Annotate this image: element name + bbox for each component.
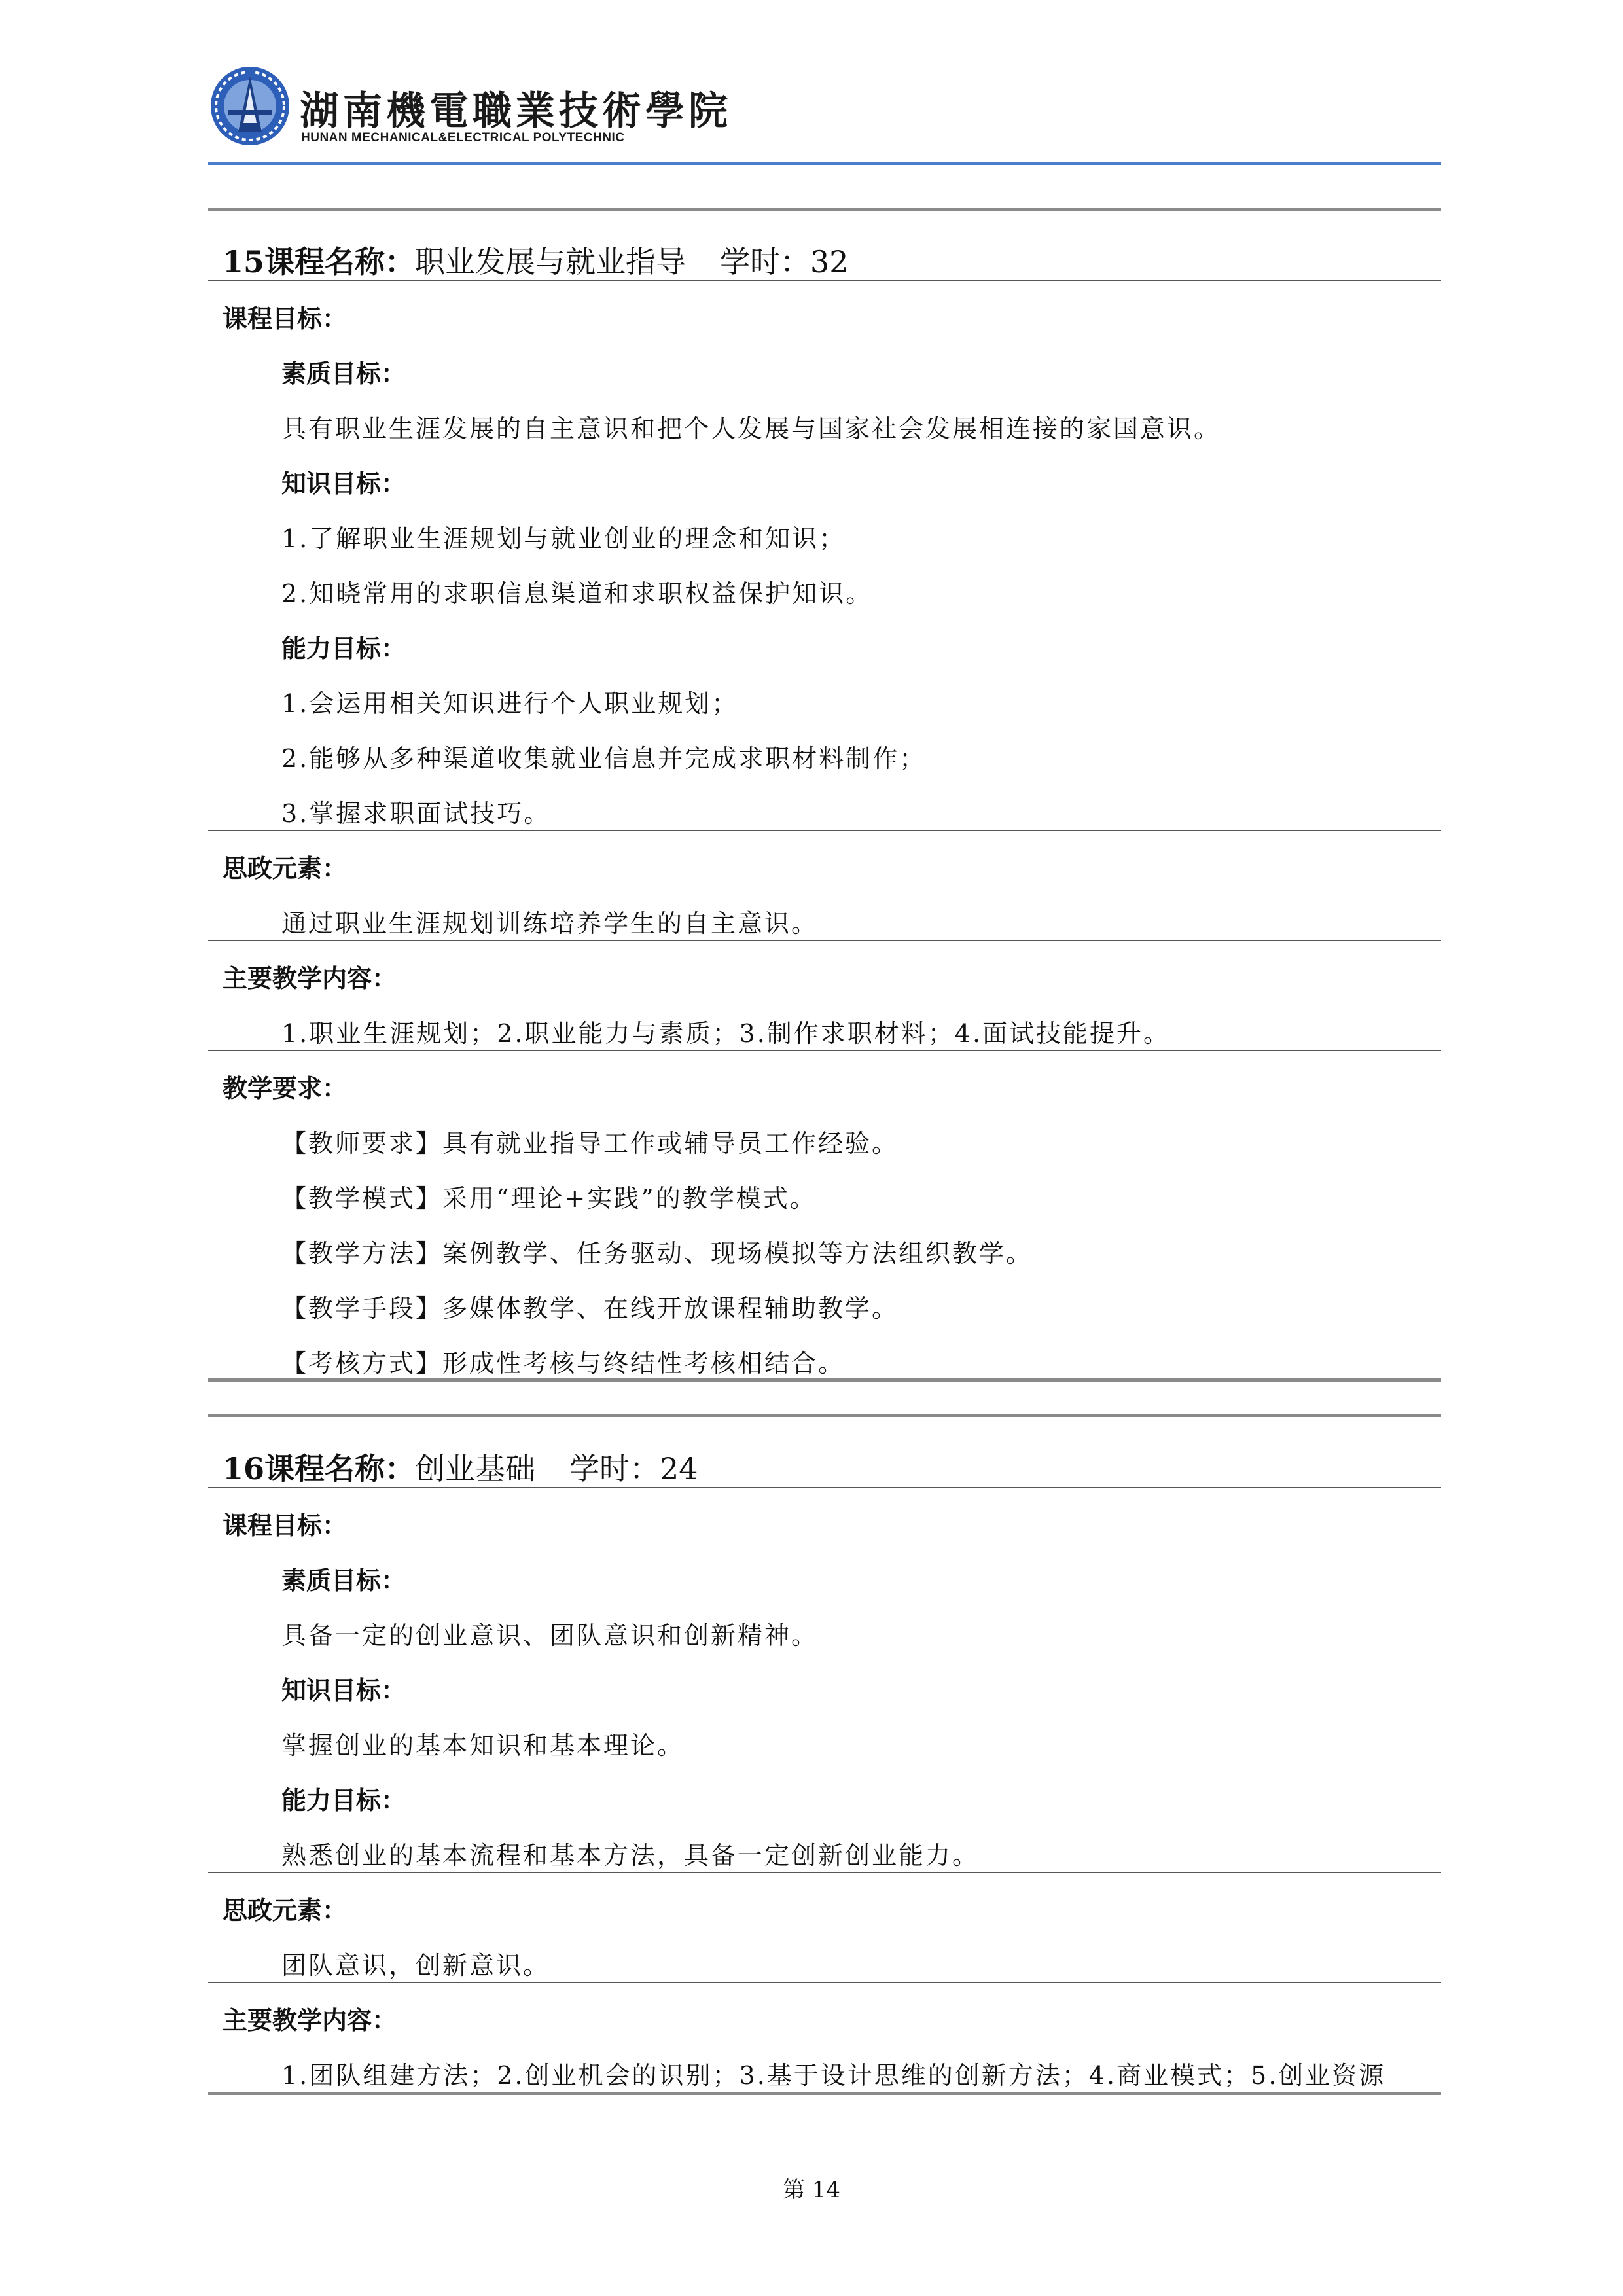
divider xyxy=(208,1050,1441,1051)
goals-label: 课程目标： xyxy=(223,1511,348,1540)
section-bottom-rule xyxy=(208,2092,1441,2095)
divider xyxy=(208,1487,1441,1488)
ideology-label: 思政元素： xyxy=(223,853,348,883)
requirement-item: 【考核方式】形成性考核与终结性考核相结合。 xyxy=(281,1349,846,1378)
divider xyxy=(208,1982,1441,1983)
course-hours-label: 学时： xyxy=(569,1451,660,1486)
course-number: 16 xyxy=(223,1451,265,1486)
knowledge-label: 知识目标： xyxy=(281,469,406,498)
course-number: 15 xyxy=(223,244,265,279)
content-text: 1.职业生涯规划；2.职业能力与素质；3.制作求职材料；4.面试技能提升。 xyxy=(281,1019,1171,1048)
ability-label: 能力目标： xyxy=(281,1785,406,1815)
requirement-item: 【教学方法】案例教学、任务驱动、现场模拟等方法组织教学。 xyxy=(281,1239,1033,1268)
section-bottom-rule xyxy=(208,1378,1441,1382)
ability-label: 能力目标： xyxy=(281,634,406,663)
course-name-label: 课程名称： xyxy=(264,1451,416,1486)
ability-item: 2.能够从多种渠道收集就业信息并完成求职材料制作； xyxy=(281,744,927,773)
requirement-item: 【教学手段】多媒体教学、在线开放课程辅助教学。 xyxy=(281,1294,899,1323)
quality-label: 素质目标： xyxy=(281,359,406,388)
course-hours: 24 xyxy=(660,1451,698,1486)
ideology-text: 通过职业生涯规划训练培养学生的自主意识。 xyxy=(281,909,819,938)
knowledge-item: 2.知晓常用的求职信息渠道和求职权益保护知识。 xyxy=(281,579,873,608)
ideology-text: 团队意识，创新意识。 xyxy=(281,1951,550,1980)
course-title xyxy=(223,238,849,281)
goals-label: 课程目标： xyxy=(223,304,348,333)
quality-text: 具备一定的创业意识、团队意识和创新精神。 xyxy=(281,1621,819,1650)
knowledge-label: 知识目标： xyxy=(281,1676,406,1705)
requirements-label: 教学要求： xyxy=(223,1073,348,1103)
header-rule xyxy=(208,162,1441,165)
course-hours-label: 学时： xyxy=(720,244,811,279)
course-hours: 32 xyxy=(810,244,849,279)
requirement-item: 【教师要求】具有就业指导工作或辅导员工作经验。 xyxy=(281,1129,899,1158)
page-number: 第 14 xyxy=(782,2177,841,2203)
section-top-rule xyxy=(208,1414,1441,1417)
school-name-en: HUNAN MECHANICAL&ELECTRICAL POLYTECHNIC xyxy=(301,131,625,145)
ideology-label: 思政元素： xyxy=(223,1895,348,1925)
divider xyxy=(208,830,1441,831)
course-title xyxy=(223,1445,698,1488)
course-name: 创业基础 xyxy=(415,1451,536,1486)
ability-item: 3.掌握求职面试技巧。 xyxy=(281,799,551,828)
ability-item: 1.会运用相关知识进行个人职业规划； xyxy=(281,689,739,718)
content-text: 1.团队组建方法；2.创业机会的识别；3.基于设计思维的创新方法；4.商业模式；5.创业资源 xyxy=(281,2061,1386,2090)
divider xyxy=(208,940,1441,941)
section-top-rule xyxy=(208,208,1441,211)
school-name-cn: 湖南機電職業技術學院 xyxy=(300,88,732,134)
requirement-item: 【教学模式】采用“理论+实践”的教学模式。 xyxy=(281,1184,817,1213)
content-label: 主要教学内容： xyxy=(223,2005,397,2035)
quality-label: 素质目标： xyxy=(281,1566,406,1595)
knowledge-item: 1.了解职业生涯规划与就业创业的理念和知识； xyxy=(281,524,846,553)
ability-item: 熟悉创业的基本流程和基本方法，具备一定创新创业能力。 xyxy=(281,1841,980,1870)
divider xyxy=(208,280,1441,281)
knowledge-item: 掌握创业的基本知识和基本理论。 xyxy=(281,1731,685,1760)
school-logo-icon xyxy=(208,64,292,148)
course-name-label: 课程名称： xyxy=(264,244,416,279)
content-label: 主要教学内容： xyxy=(223,963,397,993)
course-name: 职业发展与就业指导 xyxy=(415,244,687,279)
quality-text: 具有职业生涯发展的自主意识和把个人发展与国家社会发展相连接的家国意识。 xyxy=(281,414,1221,443)
divider xyxy=(208,1872,1441,1873)
page-header xyxy=(208,56,1452,168)
